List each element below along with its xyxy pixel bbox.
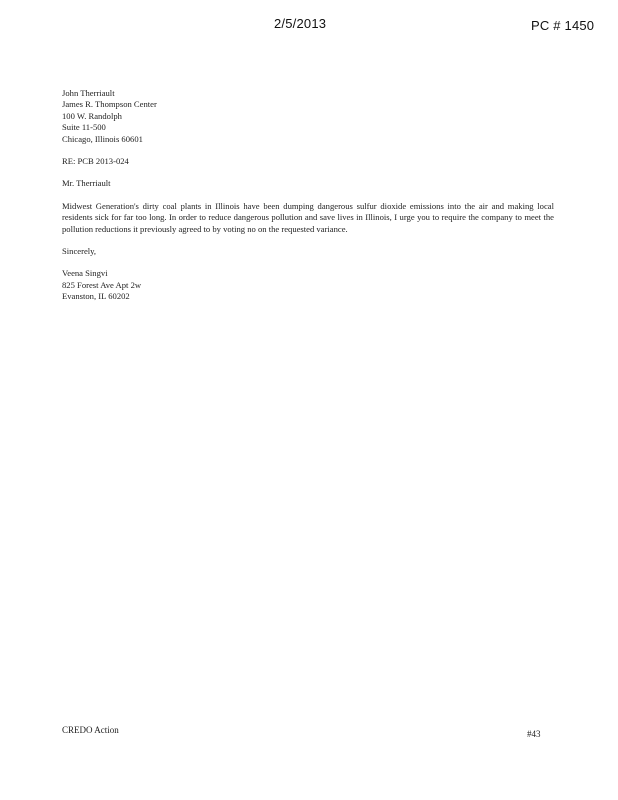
salutation: Mr. Therriault [62,178,111,189]
letter-body [62,88,554,303]
signature-line: Evanston, IL 60202 [62,291,130,302]
recipient-line: 100 W. Randolph [62,110,122,121]
recipient-address [62,88,554,145]
stamp-pc-number: PC # 1450 [531,18,595,33]
closing: Sincerely, [62,246,97,257]
footer-page-number: #43 [527,729,541,739]
re-line: RE: PCB 2013-024 [62,156,129,167]
recipient-line: Chicago, Illinois 60601 [62,133,143,144]
recipient-line: John Therriault [62,88,115,98]
signature-line: 825 Forest Ave Apt 2w [62,279,142,290]
stamp-date: 2/5/2013 [274,16,327,31]
footer-source: CREDO Action [62,725,119,735]
signature-block [62,268,554,302]
signature-line: Veena Singvi [62,268,108,279]
body-paragraph: Midwest Generation's dirty coal plants in Illinois have been dumping dangerous sulfur dioxide emissions into the air and making local residents sick for far too long. In order to reduce dangerous pollution and save lives in Illinois, I urge you to require the company to meet the pollution reductions it previously agreed to by voting no on the requested variance. [62,200,554,234]
recipient-line: Suite 11-500 [62,122,106,133]
recipient-line: James R. Thompson Center [62,99,157,110]
